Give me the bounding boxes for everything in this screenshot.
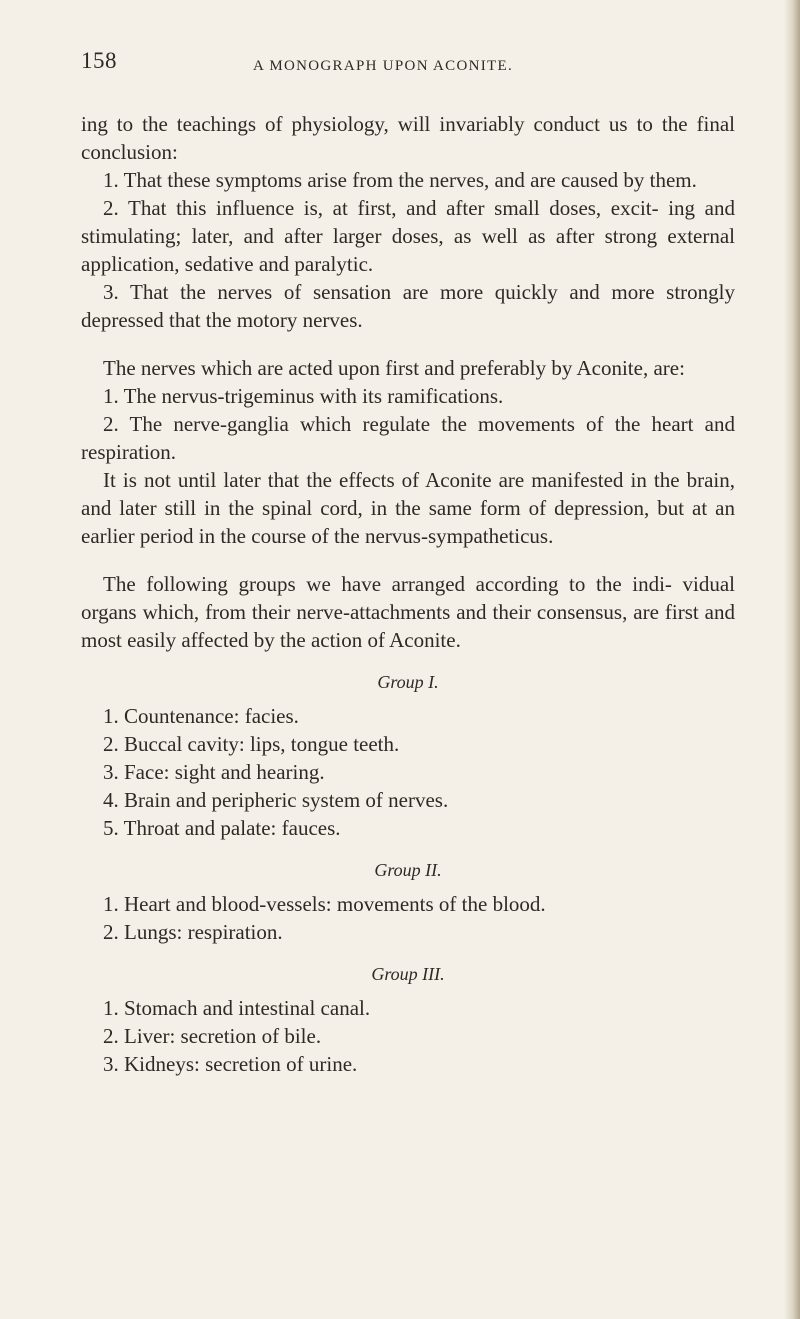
group-title: Group II.	[374, 860, 442, 880]
group-list-item: 5. Throat and palate: fauces.	[103, 816, 341, 840]
group-title: Group I.	[377, 672, 439, 692]
group-section-2	[81, 856, 735, 946]
conclusion-item-1: 1. That these symptoms arise from the nerves, and are caused by them.	[103, 168, 697, 192]
groups-intro-paragraph: The following groups we have arranged according to the indi- vidual organs which, from their nerve-attachments and their consensus, are first and most easily affected by the action of Aconite.	[81, 572, 735, 652]
intro-paragraph: ing to the teachings of physiology, will invariably conduct us to the final conclusion:	[81, 112, 735, 164]
nerves-intro-paragraph: The nerves which are acted upon first and preferably by Aconite, are:	[103, 356, 685, 380]
group-section-1	[81, 668, 735, 842]
group-list-item: 1. Heart and blood-vessels: movements of the blood.	[103, 892, 546, 916]
group-list-item: 1. Countenance: facies.	[103, 704, 299, 728]
group-list-item: 2. Liver: secretion of bile.	[103, 1024, 322, 1048]
conclusion-item-3: 3. That the nerves of sensation are more quickly and more strongly depressed that the motory nerves.	[81, 280, 735, 332]
group-list-item: 2. Lungs: respiration.	[103, 920, 283, 944]
brain-paragraph: It is not until later that the effects of Aconite are manifested in the brain, and later still in the spinal cord, in the same form of depression, but at an earlier period in the course of the nervus-sympatheticus.	[81, 468, 735, 548]
body-text	[81, 110, 735, 1078]
group-list-item: 4. Brain and peripheric system of nerves.	[103, 788, 449, 812]
group-list-item: 2. Buccal cavity: lips, tongue teeth.	[103, 732, 400, 756]
group-list-item: 1. Stomach and intestinal canal.	[103, 996, 371, 1020]
conclusion-item-2: 2. That this influence is, at first, and after small doses, excit- ing and stimulating; later, and after larger doses, as well as after strong external application, sedative and paralytic.	[81, 196, 735, 276]
group-section-3	[81, 960, 735, 1078]
group-title: Group III.	[371, 964, 445, 984]
group-list-item: 3. Face: sight and hearing.	[103, 760, 325, 784]
page-number: 158	[81, 48, 117, 73]
group-list-item: 3. Kidneys: secretion of urine.	[103, 1052, 358, 1076]
nerve-item-1: 1. The nervus-trigeminus with its ramifications.	[103, 384, 504, 408]
nerve-item-2: 2. The nerve-ganglia which regulate the movements of the heart and respiration.	[81, 412, 735, 464]
page-header	[81, 48, 735, 84]
running-head: A MONOGRAPH UPON ACONITE.	[253, 58, 514, 74]
